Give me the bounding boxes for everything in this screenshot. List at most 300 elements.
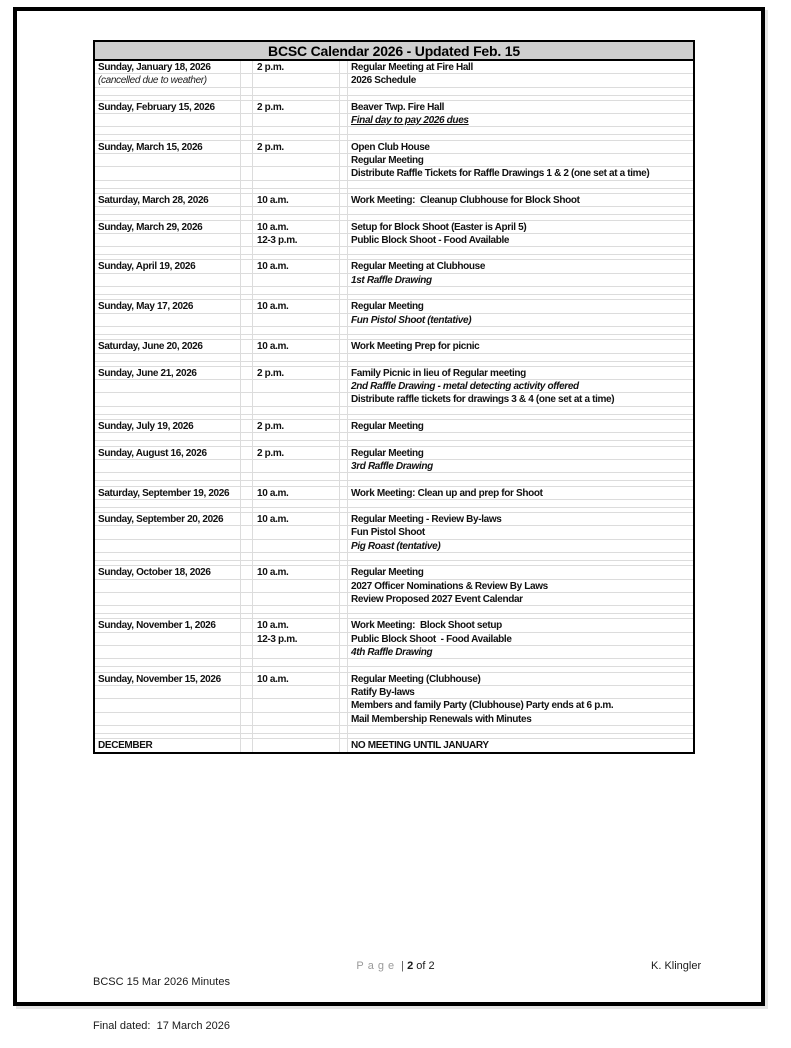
description-cell-text: 4th Raffle Drawing [351, 647, 433, 659]
gap-cell [340, 513, 348, 525]
description-cell [348, 260, 693, 272]
gap-cell [241, 167, 253, 179]
date-cell [95, 274, 241, 286]
event-line-row [95, 673, 693, 686]
gap-cell [340, 300, 348, 312]
time-cell [253, 420, 340, 432]
calendar-title: BCSC Calendar 2026 - Updated Feb. 15 [95, 42, 693, 61]
date-cell [95, 500, 241, 507]
description-cell [348, 96, 693, 100]
description-cell [348, 340, 693, 352]
page-separator: | [401, 960, 404, 972]
gap-cell [340, 441, 348, 445]
gap-cell [340, 646, 348, 658]
date-cell [95, 314, 241, 326]
gap-cell [340, 221, 348, 233]
gap-cell [241, 189, 253, 193]
spacer-row [95, 726, 693, 734]
description-cell-text: Work Meeting: Cleanup Clubhouse for Block Shoot [351, 194, 580, 206]
gap-cell [241, 114, 253, 126]
date-cell [95, 362, 241, 366]
description-cell [348, 553, 693, 560]
gap-cell [340, 101, 348, 113]
time-cell [253, 481, 340, 485]
description-cell [348, 362, 693, 366]
calendar-body [95, 61, 693, 752]
gap-cell [340, 247, 348, 254]
gap-cell [340, 354, 348, 361]
gap-cell [241, 593, 253, 605]
date-cell [95, 646, 241, 658]
page-suffix: of 2 [416, 960, 435, 972]
date-cell [95, 88, 241, 95]
date-cell-text: Saturday, September 19, 2026 [98, 487, 230, 499]
description-cell-text: Fun Pistol Shoot [351, 527, 425, 539]
date-cell [95, 619, 241, 631]
description-cell-text: Fun Pistol Shoot (tentative) [351, 314, 472, 326]
time-cell [253, 441, 340, 445]
time-cell [253, 487, 340, 499]
event-line-row [95, 566, 693, 579]
gap-cell [340, 314, 348, 326]
date-cell [95, 699, 241, 711]
date-cell [95, 74, 241, 86]
date-cell [95, 667, 241, 671]
gap-cell [340, 367, 348, 379]
description-cell-text: Regular Meeting [351, 301, 424, 313]
date-cell [95, 127, 241, 134]
time-cell [253, 327, 340, 334]
date-cell [95, 215, 241, 219]
time-cell [253, 659, 340, 666]
description-cell [348, 335, 693, 339]
event-line-row [95, 739, 693, 752]
gap-cell [241, 221, 253, 233]
date-cell-text: Sunday, April 19, 2026 [98, 261, 196, 273]
gap-cell [340, 561, 348, 565]
time-cell [253, 127, 340, 134]
date-cell [95, 335, 241, 339]
gap-cell [241, 415, 253, 419]
date-cell [95, 447, 241, 459]
gap-cell [340, 114, 348, 126]
time-cell [253, 433, 340, 440]
gap-cell [340, 481, 348, 485]
time-cell-text: 10 a.m. [257, 514, 289, 526]
description-cell [348, 659, 693, 666]
date-cell [95, 189, 241, 193]
time-cell [253, 508, 340, 512]
date-cell [95, 487, 241, 499]
gap-cell [340, 433, 348, 440]
gap-cell [241, 194, 253, 206]
gap-cell [340, 699, 348, 711]
time-cell [253, 354, 340, 361]
gap-cell [340, 260, 348, 272]
description-cell [348, 561, 693, 565]
gap-cell [241, 181, 253, 188]
date-cell [95, 380, 241, 392]
gap-cell [340, 154, 348, 166]
spacer-row [95, 407, 693, 415]
gap-cell [340, 667, 348, 671]
date-cell [95, 673, 241, 685]
date-cell [95, 114, 241, 126]
gap-cell [340, 593, 348, 605]
description-cell [348, 127, 693, 134]
date-cell [95, 566, 241, 578]
description-cell-text: Regular Meeting - Review By-laws [351, 514, 502, 526]
date-cell [95, 686, 241, 698]
gap-cell [241, 420, 253, 432]
description-cell [348, 167, 693, 179]
time-cell [253, 96, 340, 100]
time-cell-text: 10 a.m. [257, 341, 289, 353]
description-cell [348, 646, 693, 658]
gap-cell [340, 673, 348, 685]
description-cell [348, 566, 693, 578]
gap-cell [340, 659, 348, 666]
event-line-row [95, 167, 693, 180]
event-line-row [95, 619, 693, 632]
gap-cell [241, 207, 253, 214]
description-cell [348, 673, 693, 685]
gap-cell [340, 234, 348, 246]
description-cell-text: Work Meeting: Block Shoot setup [351, 620, 502, 632]
gap-cell [340, 181, 348, 188]
description-cell-text: Regular Meeting [351, 447, 424, 459]
description-cell-text: Family Picnic in lieu of Regular meeting [351, 367, 526, 379]
gap-cell [340, 540, 348, 552]
gap-cell [241, 295, 253, 299]
gap-cell [340, 713, 348, 725]
date-cell [95, 154, 241, 166]
description-cell-text: Final day to pay 2026 dues [351, 115, 469, 127]
time-cell [253, 686, 340, 698]
page-current: 2 [407, 960, 414, 972]
event-line-row [95, 713, 693, 726]
gap-cell [340, 88, 348, 95]
gap-cell [340, 566, 348, 578]
event-line-row [95, 420, 693, 433]
description-cell [348, 500, 693, 507]
gap-cell [241, 667, 253, 671]
time-cell [253, 580, 340, 592]
time-cell [253, 473, 340, 480]
gap-cell [241, 633, 253, 645]
spacer-row [95, 606, 693, 614]
time-cell [253, 540, 340, 552]
event-line-row [95, 513, 693, 526]
gap-cell [340, 734, 348, 738]
description-cell [348, 473, 693, 480]
description-cell-text: Public Block Shoot - Food Available [351, 234, 510, 246]
time-cell [253, 255, 340, 259]
description-cell [348, 380, 693, 392]
date-cell-text: Sunday, November 1, 2026 [98, 620, 216, 632]
date-cell-text: Sunday, November 15, 2026 [98, 673, 221, 685]
date-cell-text: Sunday, March 29, 2026 [98, 221, 203, 233]
event-line-row [95, 234, 693, 247]
event-line-row [95, 540, 693, 553]
time-cell [253, 447, 340, 459]
gap-cell [340, 61, 348, 73]
description-cell [348, 633, 693, 645]
spacer-row [95, 88, 693, 96]
date-cell-text: Sunday, September 20, 2026 [98, 514, 224, 526]
event-line-row [95, 460, 693, 473]
time-cell-text: 10 a.m. [257, 567, 289, 579]
gap-cell [241, 247, 253, 254]
description-cell [348, 181, 693, 188]
description-cell [348, 61, 693, 73]
date-cell [95, 593, 241, 605]
spacer-row [95, 473, 693, 481]
gap-cell [340, 96, 348, 100]
time-cell-text: 10 a.m. [257, 487, 289, 499]
gap-cell [340, 194, 348, 206]
gap-cell [241, 686, 253, 698]
gap-cell [340, 633, 348, 645]
date-cell-text: Sunday, March 15, 2026 [98, 141, 203, 153]
time-cell [253, 526, 340, 538]
gap-cell [241, 96, 253, 100]
gap-cell [241, 135, 253, 139]
time-cell-text: 2 p.m. [257, 421, 284, 433]
description-cell [348, 526, 693, 538]
gap-cell [241, 734, 253, 738]
time-cell [253, 367, 340, 379]
gap-cell [241, 215, 253, 219]
time-cell [253, 407, 340, 414]
gap-cell [241, 354, 253, 361]
description-cell [348, 135, 693, 139]
description-cell [348, 447, 693, 459]
time-cell [253, 295, 340, 299]
gap-cell [241, 380, 253, 392]
date-cell [95, 508, 241, 512]
gap-cell [340, 274, 348, 286]
date-cell [95, 726, 241, 733]
description-cell [348, 295, 693, 299]
spacer-row [95, 553, 693, 561]
gap-cell [340, 407, 348, 414]
description-cell-text: Open Club House [351, 141, 430, 153]
time-cell [253, 739, 340, 752]
description-cell [348, 354, 693, 361]
date-cell [95, 367, 241, 379]
time-cell-text: 2 p.m. [257, 101, 284, 113]
time-cell-text: 12-3 p.m. [257, 633, 298, 645]
gap-cell [340, 447, 348, 459]
time-cell [253, 247, 340, 254]
event-line-row [95, 526, 693, 539]
event-line-row [95, 633, 693, 646]
description-cell [348, 580, 693, 592]
time-cell [253, 646, 340, 658]
time-cell-text: 10 a.m. [257, 221, 289, 233]
gap-cell [241, 255, 253, 259]
time-cell [253, 194, 340, 206]
gap-cell [340, 215, 348, 219]
date-cell [95, 141, 241, 153]
gap-cell [340, 207, 348, 214]
gap-cell [241, 526, 253, 538]
event-line-row [95, 393, 693, 406]
time-cell [253, 460, 340, 472]
gap-cell [340, 606, 348, 613]
description-cell-text: 3rd Raffle Drawing [351, 460, 433, 472]
description-cell [348, 614, 693, 618]
time-cell [253, 215, 340, 219]
gap-cell [340, 295, 348, 299]
event-line-row [95, 61, 693, 74]
date-cell-text: Sunday, July 19, 2026 [98, 421, 194, 433]
gap-cell [241, 487, 253, 499]
gap-cell [340, 473, 348, 480]
description-cell [348, 141, 693, 153]
description-cell-text: Regular Meeting [351, 567, 424, 579]
gap-cell [340, 287, 348, 294]
event-line-row [95, 487, 693, 500]
description-cell [348, 441, 693, 445]
description-cell-text: Regular Meeting [351, 421, 424, 433]
time-cell [253, 314, 340, 326]
spacer-row [95, 127, 693, 135]
gap-cell [241, 335, 253, 339]
description-cell [348, 508, 693, 512]
date-cell [95, 247, 241, 254]
gap-cell [241, 447, 253, 459]
footer-author: K. Klingler [651, 960, 702, 972]
gap-cell [340, 526, 348, 538]
time-cell [253, 260, 340, 272]
gap-cell [241, 300, 253, 312]
spacer-row [95, 433, 693, 441]
gap-cell [241, 646, 253, 658]
description-cell [348, 154, 693, 166]
description-cell [348, 194, 693, 206]
description-cell-text: 2026 Schedule [351, 75, 416, 87]
spacer-row [95, 181, 693, 189]
description-cell [348, 415, 693, 419]
time-cell [253, 500, 340, 507]
gap-cell [340, 327, 348, 334]
description-cell [348, 481, 693, 485]
date-cell [95, 633, 241, 645]
description-cell-text: Regular Meeting [351, 155, 424, 167]
description-cell-text: Beaver Twp. Fire Hall [351, 101, 445, 113]
event-line-row [95, 380, 693, 393]
date-cell [95, 739, 241, 752]
event-line-row [95, 260, 693, 273]
description-cell [348, 513, 693, 525]
description-cell-text: 2027 Officer Nominations & Review By Laws [351, 580, 548, 592]
time-cell [253, 561, 340, 565]
gap-cell [340, 460, 348, 472]
description-cell-text: 2nd Raffle Drawing - metal detecting activity offered [351, 381, 579, 393]
gap-cell [340, 393, 348, 405]
description-cell [348, 274, 693, 286]
event-line-row [95, 300, 693, 313]
gap-cell [241, 726, 253, 733]
gap-cell [340, 340, 348, 352]
time-cell [253, 726, 340, 733]
date-cell [95, 101, 241, 113]
gap-cell [340, 739, 348, 752]
description-cell [348, 287, 693, 294]
gap-cell [340, 167, 348, 179]
gap-cell [340, 619, 348, 631]
event-line-row [95, 314, 693, 327]
date-cell [95, 606, 241, 613]
date-cell [95, 540, 241, 552]
date-cell [95, 553, 241, 560]
gap-cell [241, 141, 253, 153]
time-cell-text: 10 a.m. [257, 194, 289, 206]
date-cell [95, 234, 241, 246]
date-cell [95, 207, 241, 214]
time-cell [253, 274, 340, 286]
description-cell [348, 74, 693, 86]
description-cell-text: 1st Raffle Drawing [351, 274, 432, 286]
date-cell [95, 167, 241, 179]
event-line-row [95, 699, 693, 712]
gap-cell [241, 287, 253, 294]
description-cell [348, 207, 693, 214]
date-cell [95, 354, 241, 361]
time-cell [253, 606, 340, 613]
description-cell [348, 739, 693, 752]
description-cell [348, 686, 693, 698]
date-cell [95, 734, 241, 738]
description-cell [348, 619, 693, 631]
time-cell [253, 667, 340, 671]
description-cell-text: Regular Meeting at Clubhouse [351, 261, 486, 273]
date-cell [95, 181, 241, 188]
time-cell [253, 415, 340, 419]
gap-cell [340, 686, 348, 698]
spacer-row [95, 287, 693, 295]
description-cell [348, 247, 693, 254]
event-line-row [95, 101, 693, 114]
gap-cell [241, 614, 253, 618]
time-cell-text: 10 a.m. [257, 261, 289, 273]
description-cell-text: Distribute raffle tickets for drawings 3 & 4 (one set at a time) [351, 394, 615, 406]
time-cell [253, 340, 340, 352]
event-line-row [95, 367, 693, 380]
event-line-row [95, 340, 693, 353]
description-cell-text: Work Meeting Prep for picnic [351, 341, 480, 353]
gap-cell [340, 580, 348, 592]
time-cell [253, 61, 340, 73]
gap-cell [241, 673, 253, 685]
gap-cell [241, 473, 253, 480]
gap-cell [241, 739, 253, 752]
gap-cell [340, 614, 348, 618]
spacer-row [95, 354, 693, 362]
time-cell [253, 362, 340, 366]
time-cell [253, 673, 340, 685]
spacer-row [95, 659, 693, 667]
date-cell [95, 300, 241, 312]
description-cell [348, 327, 693, 334]
gap-cell [241, 481, 253, 485]
description-cell [348, 433, 693, 440]
date-cell [95, 194, 241, 206]
gap-cell [340, 335, 348, 339]
gap-cell [241, 88, 253, 95]
